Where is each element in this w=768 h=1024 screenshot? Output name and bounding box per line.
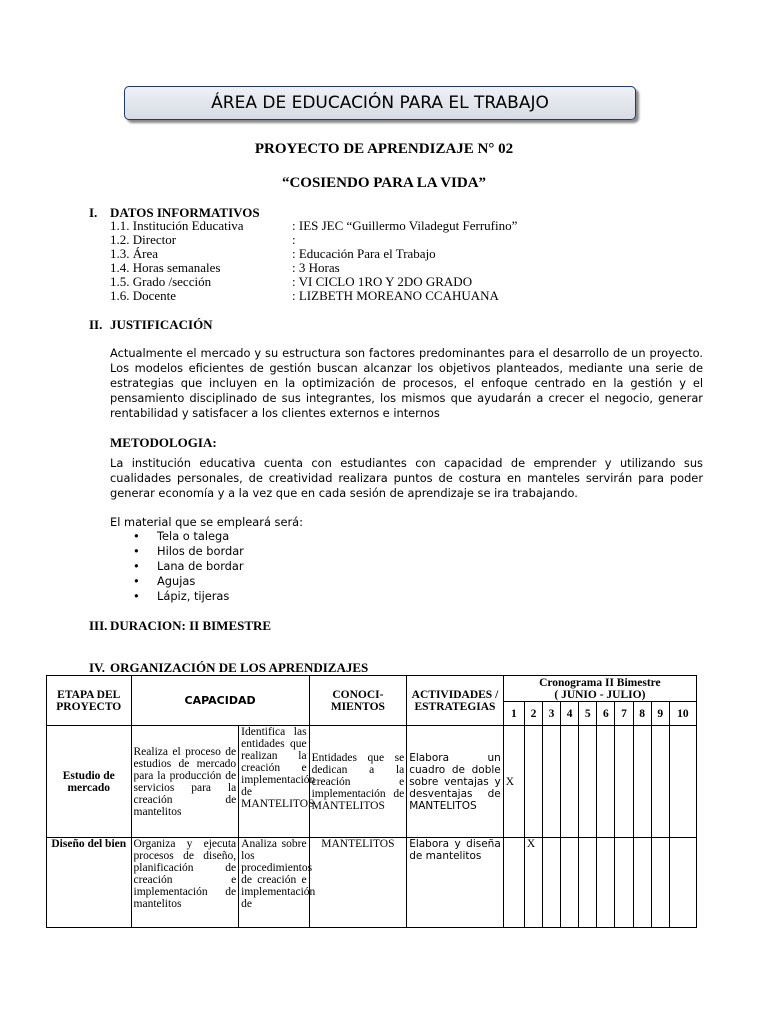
- section-title: JUSTIFICACIÓN: [110, 317, 213, 332]
- datos-value: :: [292, 232, 296, 247]
- week-header: 8: [633, 702, 651, 726]
- justificacion-paragraph: Actualmente el mercado y su estructura son factores predominantes para el desarrollo de un proyecto. Los modelos eficientes de gestión buscan alcanzar los objetivos planteados, mediante una serie de estrategias que incluyen en la optimización de procesos, el enfoque centrado en la gestión y el pensamiento disciplinado de sus integrantes, los mismos que ayudarán a crecer el negocio, generar rentabilidad y satisfacer a los clientes externos e internos: [110, 346, 703, 420]
- week-header: 2: [524, 702, 542, 726]
- section-justificacion: [89, 317, 213, 333]
- list-item: [133, 559, 244, 574]
- project-name: “COSIENDO PARA LA VIDA”: [281, 175, 487, 191]
- datos-label: 1.3. Área: [110, 246, 159, 261]
- conocimientos-cell: MANTELITOS: [309, 838, 407, 928]
- week-header: 5: [579, 702, 597, 726]
- week-cell: [543, 838, 561, 928]
- datos-value: : 3 Horas: [292, 260, 340, 275]
- datos-label: 1.5. Grado /sección: [110, 274, 212, 289]
- actividades-cell: Elabora un cuadro de doble sobre ventajas y desventajas de MANTELITOS: [407, 726, 504, 838]
- header-conocimientos: CONOCI-MIENTOS: [309, 676, 407, 726]
- bullet-icon: •: [133, 589, 140, 603]
- week-header: 4: [561, 702, 579, 726]
- bullet-icon: •: [133, 559, 140, 573]
- week-header: 1: [503, 702, 524, 726]
- datos-row-grado: [110, 275, 610, 289]
- datos-label: 1.4. Horas semanales: [110, 260, 221, 275]
- table-header-row: [47, 676, 697, 702]
- materials-list: [133, 529, 244, 604]
- section-number: IV.: [89, 660, 106, 675]
- bullet-icon: •: [133, 544, 140, 558]
- cronograma-subtitle: ( JUNIO - JULIO): [554, 688, 646, 701]
- list-item-text: Lana de bordar: [157, 559, 244, 573]
- week-cell: [669, 726, 696, 838]
- week-cell: [524, 726, 542, 838]
- datos-row-institucion: [110, 219, 610, 233]
- week-cell: [669, 838, 696, 928]
- datos-label: 1.2. Director: [110, 232, 177, 247]
- week-cell: [561, 838, 579, 928]
- week-header: 9: [651, 702, 669, 726]
- week-cell: X: [524, 838, 542, 928]
- week-cell: [597, 838, 615, 928]
- list-item: [133, 574, 244, 589]
- datos-value: : LIZBETH MOREANO CCAHUANA: [292, 288, 499, 303]
- week-cell: [651, 726, 669, 838]
- section-organizacion: [89, 660, 368, 676]
- week-cell: X: [503, 726, 524, 838]
- etapa-cell: Diseño del bien: [47, 838, 132, 928]
- section-number: II.: [89, 317, 103, 332]
- datos-row-director: [110, 233, 610, 247]
- header-etapa: ETAPA DEL PROYECTO: [47, 676, 132, 726]
- capacidad-detail-cell: Analiza sobre los procedimientos de creación e implementación de: [239, 838, 309, 928]
- conocimientos-cell: Entidades que se dedican a la creación e implementación de MANTELITOS: [309, 726, 407, 838]
- week-cell: [633, 726, 651, 838]
- week-cell: [651, 838, 669, 928]
- datos-row-area: [110, 247, 610, 261]
- datos-value: : Educación Para el Trabajo: [292, 246, 436, 261]
- week-header: 7: [615, 702, 633, 726]
- datos-value: : IES JEC “Guillermo Viladegut Ferrufino”: [292, 218, 518, 233]
- header-cronograma: [503, 676, 696, 702]
- section-number: I.: [89, 205, 98, 220]
- week-cell: [579, 726, 597, 838]
- section-title: ORGANIZACIÓN DE LOS APRENDIZAJES: [110, 660, 369, 675]
- project-title: PROYECTO DE APRENDIZAJE N° 02: [254, 141, 514, 157]
- datos-row-horas: [110, 261, 610, 275]
- bullet-icon: •: [133, 529, 140, 543]
- week-cell: [561, 726, 579, 838]
- week-cell: [579, 838, 597, 928]
- table-row: [47, 838, 697, 928]
- list-item-text: Hilos de bordar: [157, 544, 244, 558]
- week-cell: [633, 838, 651, 928]
- organizacion-table: [46, 675, 697, 928]
- section-number: III.: [89, 618, 108, 633]
- list-item-text: Lápiz, tijeras: [157, 589, 230, 603]
- datos-list: [110, 219, 610, 303]
- datos-label: 1.1. Institución Educativa: [110, 218, 244, 233]
- datos-label: 1.6. Docente: [110, 288, 177, 303]
- header-actividades: ACTIVIDADES / ESTRATEGIAS: [407, 676, 504, 726]
- metodologia-heading: METODOLOGIA:: [110, 435, 217, 450]
- week-cell: [543, 726, 561, 838]
- table-row: [47, 726, 697, 838]
- etapa-cell: Estudio de mercado: [47, 726, 132, 838]
- header-capacidad: CAPACIDAD: [131, 676, 309, 726]
- metodologia-paragraph: La institución educativa cuenta con estudiantes con capacidad de emprender y utilizando sus cualidades personales, de creatividad realizara puntos de costura en manteles servirán para poder generar economía y a la vez que en cada sesión de aprendizaje se ira trabajando.: [110, 456, 703, 500]
- week-cell: [503, 838, 524, 928]
- week-cell: [615, 838, 633, 928]
- datos-row-docente: [110, 289, 610, 303]
- section-title: DURACION: II BIMESTRE: [110, 618, 272, 633]
- week-header: 6: [597, 702, 615, 726]
- actividades-cell: Elabora y diseña de mantelitos: [407, 838, 504, 928]
- list-item: [133, 544, 244, 559]
- material-intro: El material que se empleará será:: [110, 515, 304, 529]
- list-item: [133, 589, 244, 604]
- capacidad-cell: Realiza el proceso de estudios de mercado para la producción de servicios para la creación de mantelitos: [131, 726, 239, 838]
- list-item-text: Agujas: [157, 574, 196, 588]
- list-item: [133, 529, 244, 544]
- section-duracion: [89, 618, 271, 634]
- bullet-icon: •: [133, 574, 140, 588]
- list-item-text: Tela o talega: [157, 529, 230, 543]
- week-cell: [597, 726, 615, 838]
- week-cell: [615, 726, 633, 838]
- section-title: DATOS INFORMATIVOS: [110, 205, 260, 220]
- week-header: 3: [543, 702, 561, 726]
- capacidad-detail-cell: Identifica las entidades que realizan la creación e implementación de MANTELITOS.: [239, 726, 309, 838]
- datos-value: : VI CICLO 1RO Y 2DO GRADO: [292, 274, 473, 289]
- cronograma-title: Cronograma II Bimestre: [539, 676, 661, 689]
- capacidad-cell: Organiza y ejecuta procesos de diseño, planificación de creación e implementación de mantelitos: [131, 838, 239, 928]
- week-header: 10: [669, 702, 696, 726]
- area-banner: ÁREA DE EDUCACIÓN PARA EL TRABAJO: [124, 86, 636, 120]
